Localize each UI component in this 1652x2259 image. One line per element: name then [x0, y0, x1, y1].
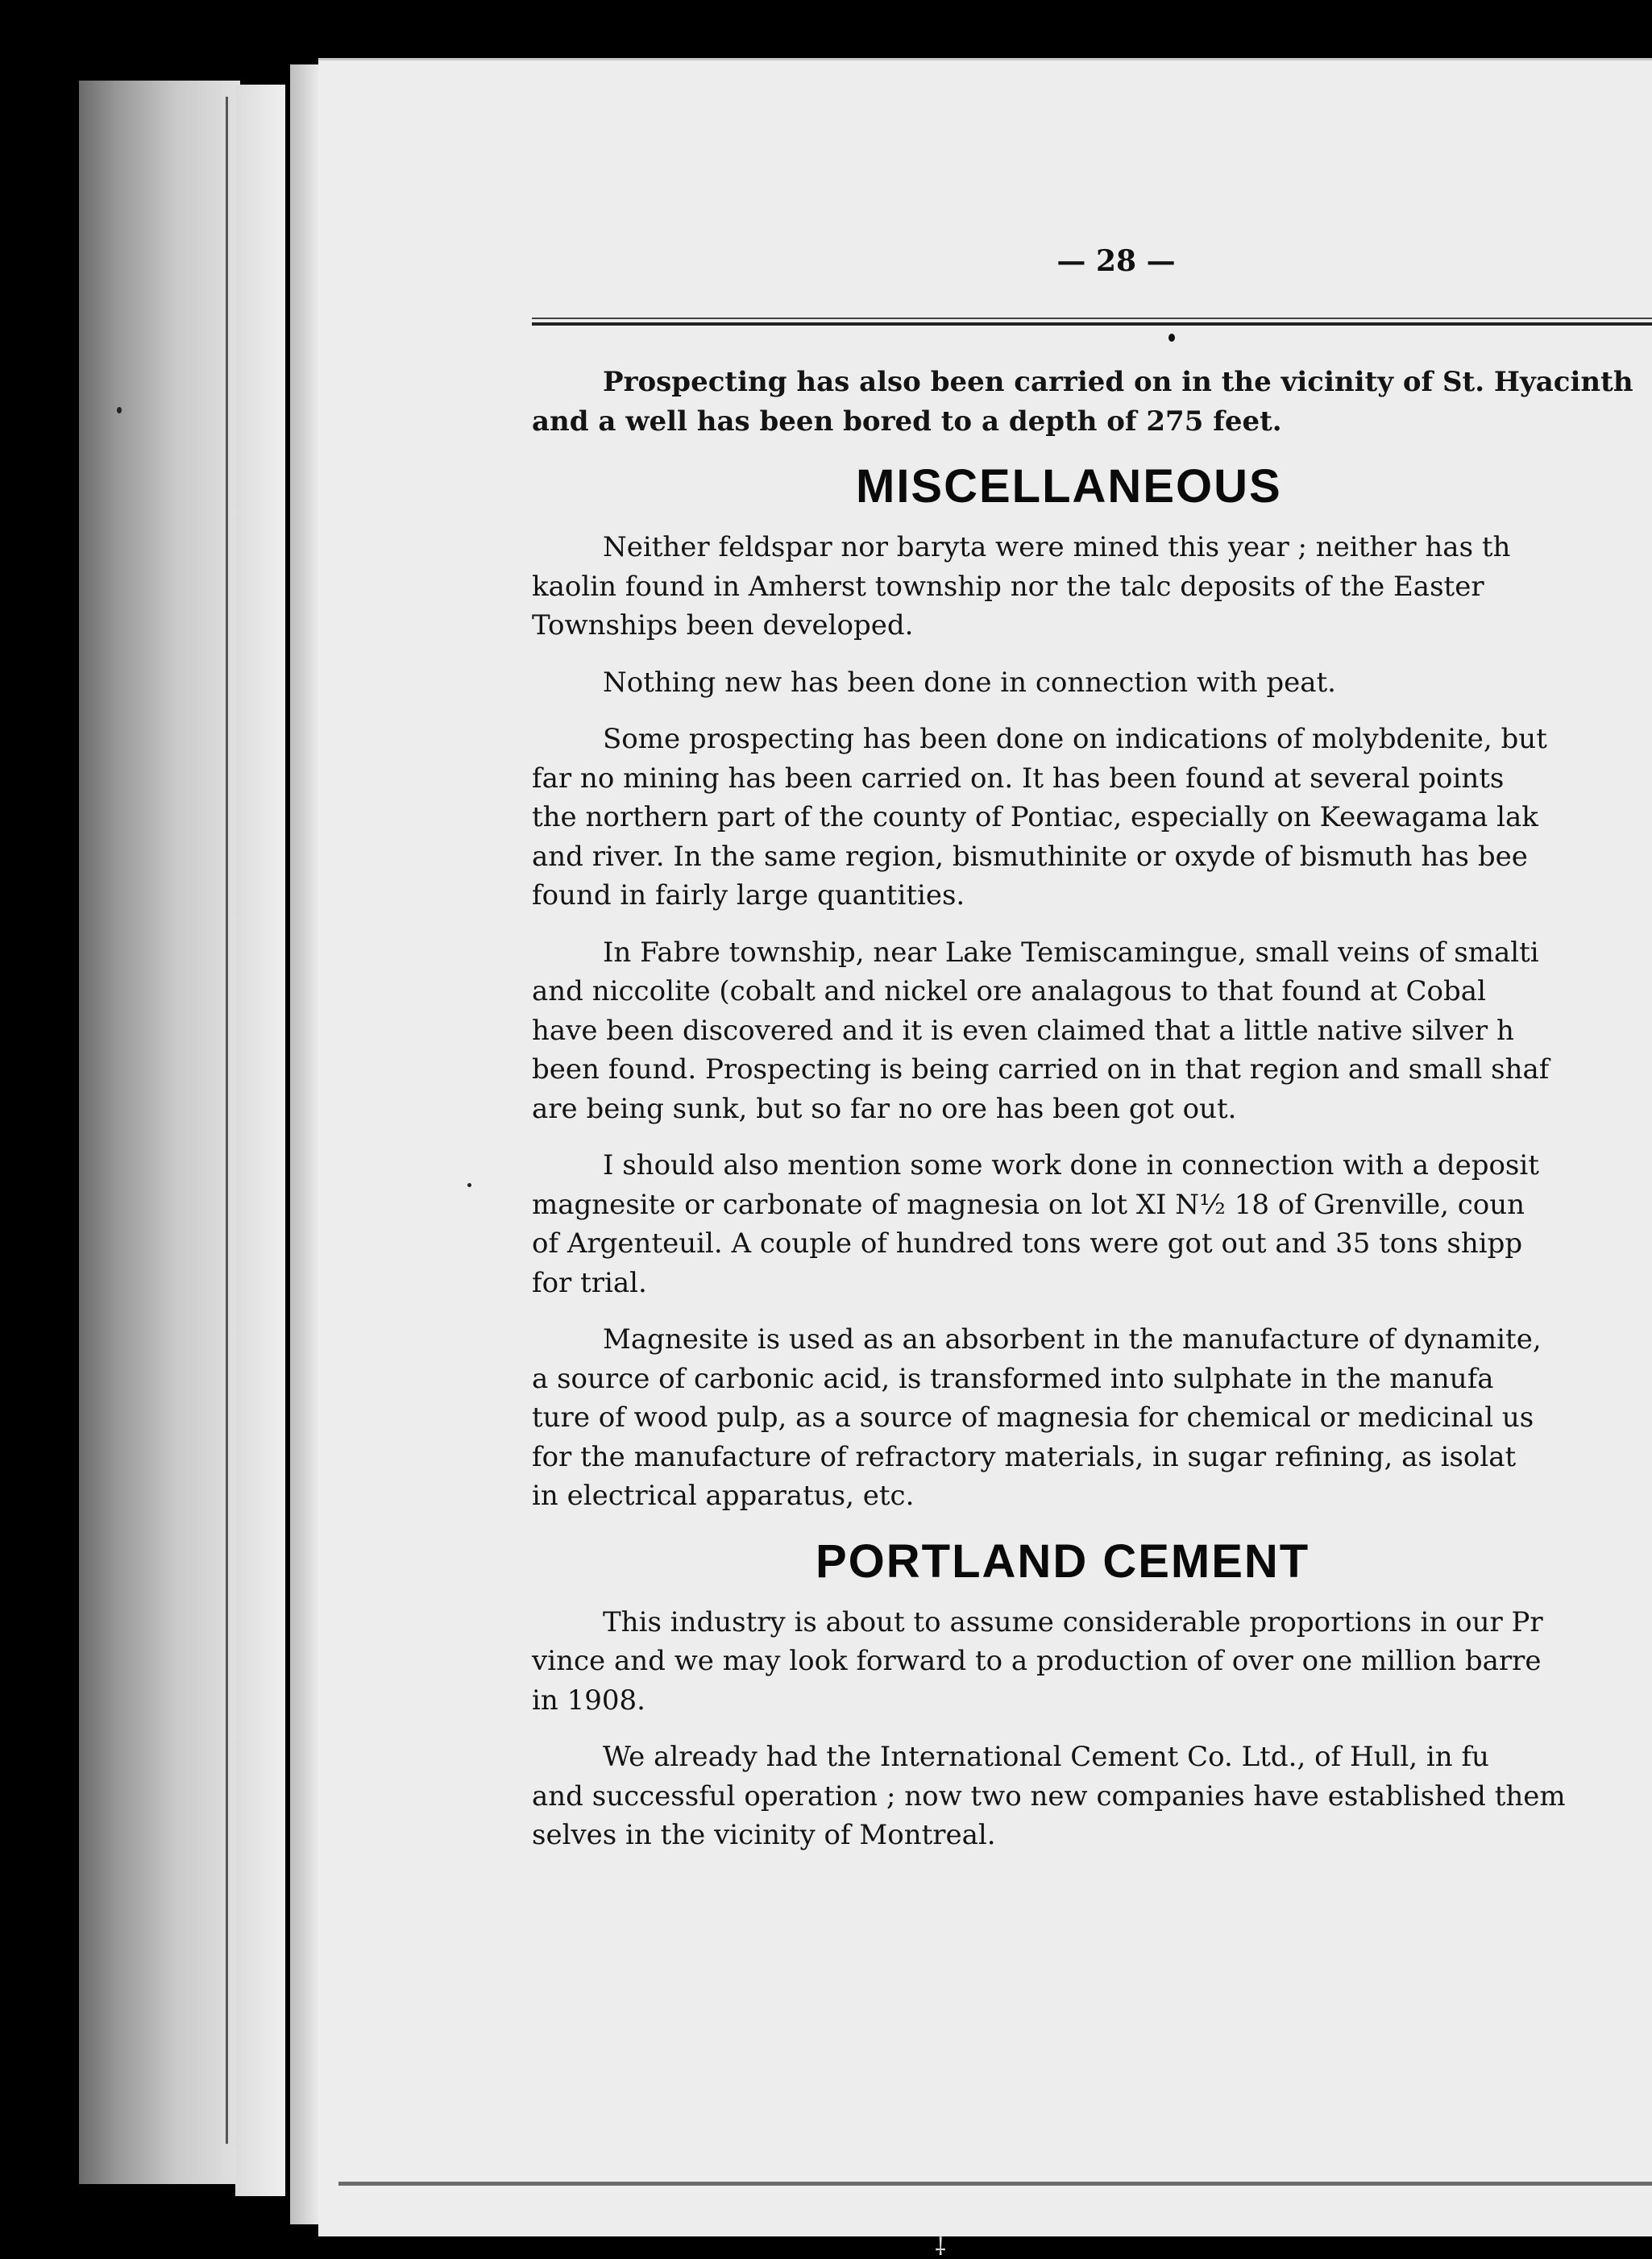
text-line: Magnesite is used as an absorbent in the manufacture of dynamite,: [603, 1323, 1542, 1356]
header-rule-thick: [532, 322, 1652, 326]
paragraph-magnesite-uses: [532, 1320, 1652, 1516]
text-line: magnesite or carbonate of magnesia on lot XI N½ 18 of Grenville, coun: [532, 1188, 1525, 1221]
paragraph-cement-industry: [532, 1603, 1652, 1721]
text-line: Nothing new has been done in connection with peat.: [603, 666, 1336, 699]
page-body: [532, 363, 1652, 1873]
text-line: ture of wood pulp, as a source of magnesia for chemical or medicinal us: [532, 1401, 1534, 1434]
text-line: kaolin found in Amherst township nor the talc deposits of the Easter: [532, 570, 1484, 603]
binding-strip: [235, 85, 285, 2196]
text-line: I should also mention some work done in connection with a deposit: [603, 1149, 1539, 1181]
text-line: a source of carbonic acid, is transformed into sulphate in the manufa: [532, 1362, 1494, 1395]
intro-paragraph: [532, 363, 1652, 441]
text-line: the northern part of the county of Pontiac, especially on Keewagama lak: [532, 801, 1538, 833]
header-rule-dot: [1168, 334, 1175, 342]
text-line: Neither feldspar nor baryta were mined this year ; neither has th: [603, 531, 1511, 563]
text-line: vince and we may look forward to a production of over one million barre: [532, 1645, 1542, 1677]
text-line: in electrical apparatus, etc.: [532, 1480, 915, 1512]
scan-speck: [467, 1183, 471, 1187]
text-line: and niccolite (cobalt and nickel ore analagous to that found at Cobal: [532, 975, 1486, 1007]
text-line: far no mining has been carried on. It has been found at several points: [532, 762, 1505, 795]
paragraph-feldspar: [532, 528, 1652, 646]
header-rule: [532, 318, 1652, 329]
text-line: and river. In the same region, bismuthinite or oxyde of bismuth has bee: [532, 840, 1528, 873]
section-heading-portland-cement: PORTLAND CEMENT: [816, 1534, 1310, 1588]
page-gutter: [290, 64, 322, 2224]
previous-page-rule: [226, 97, 228, 2144]
text-line: and successful operation ; now two new companies have established them: [532, 1779, 1566, 1813]
text-line: This industry is about to assume considerable proportions in our Pr: [603, 1605, 1543, 1638]
paragraph-peat: [532, 663, 1652, 703]
text-line: of Argenteuil. A couple of hundred tons were got out and 35 tons shipp: [532, 1227, 1523, 1260]
text-line: Townships been developed.: [532, 609, 914, 642]
text-line: in 1908.: [532, 1684, 645, 1717]
previous-page-edge: [79, 81, 240, 2184]
text-line: In Fabre township, near Lake Temiscamingue, small veins of smalti: [603, 936, 1539, 969]
section-heading-miscellaneous: MISCELLANEOUS: [856, 460, 1282, 513]
scan-speck: [117, 407, 122, 413]
text-line: found in fairly large quantities.: [532, 879, 965, 911]
page-bottom-edge: [338, 2182, 1652, 2186]
text-line: Prospecting has also been carried on in the vicinity of St. Hyacinth: [603, 366, 1633, 398]
paragraph-fabre: [532, 933, 1652, 1129]
text-line: for trial.: [532, 1266, 647, 1299]
paragraph-molybdenite: [532, 720, 1652, 916]
paragraph-cement-companies: [532, 1738, 1652, 1855]
text-line: and a well has been bored to a depth of 275 feet.: [532, 405, 1282, 438]
text-line: We already had the International Cement Co. Ltd., of Hull, in fu: [603, 1741, 1489, 1773]
scan-artifact-mark: ⸸: [935, 2233, 947, 2259]
text-line: have been discovered and it is even claimed that a little native silver h: [532, 1014, 1514, 1047]
paragraph-magnesite-deposit: [532, 1146, 1652, 1302]
header-rule-thin: [532, 318, 1652, 319]
text-line: Some prospecting has been done on indications of molybdenite, but: [603, 723, 1547, 755]
text-line: selves in the vicinity of Montreal.: [532, 1819, 996, 1851]
text-line: been found. Prospecting is being carried on in that region and small shaf: [532, 1053, 1550, 1086]
text-line: are being sunk, but so far no ore has been got out.: [532, 1092, 1237, 1125]
page-number: — 28 —: [1056, 244, 1176, 278]
text-line: for the manufacture of refractory materials, in sugar refining, as isolat: [532, 1440, 1517, 1473]
